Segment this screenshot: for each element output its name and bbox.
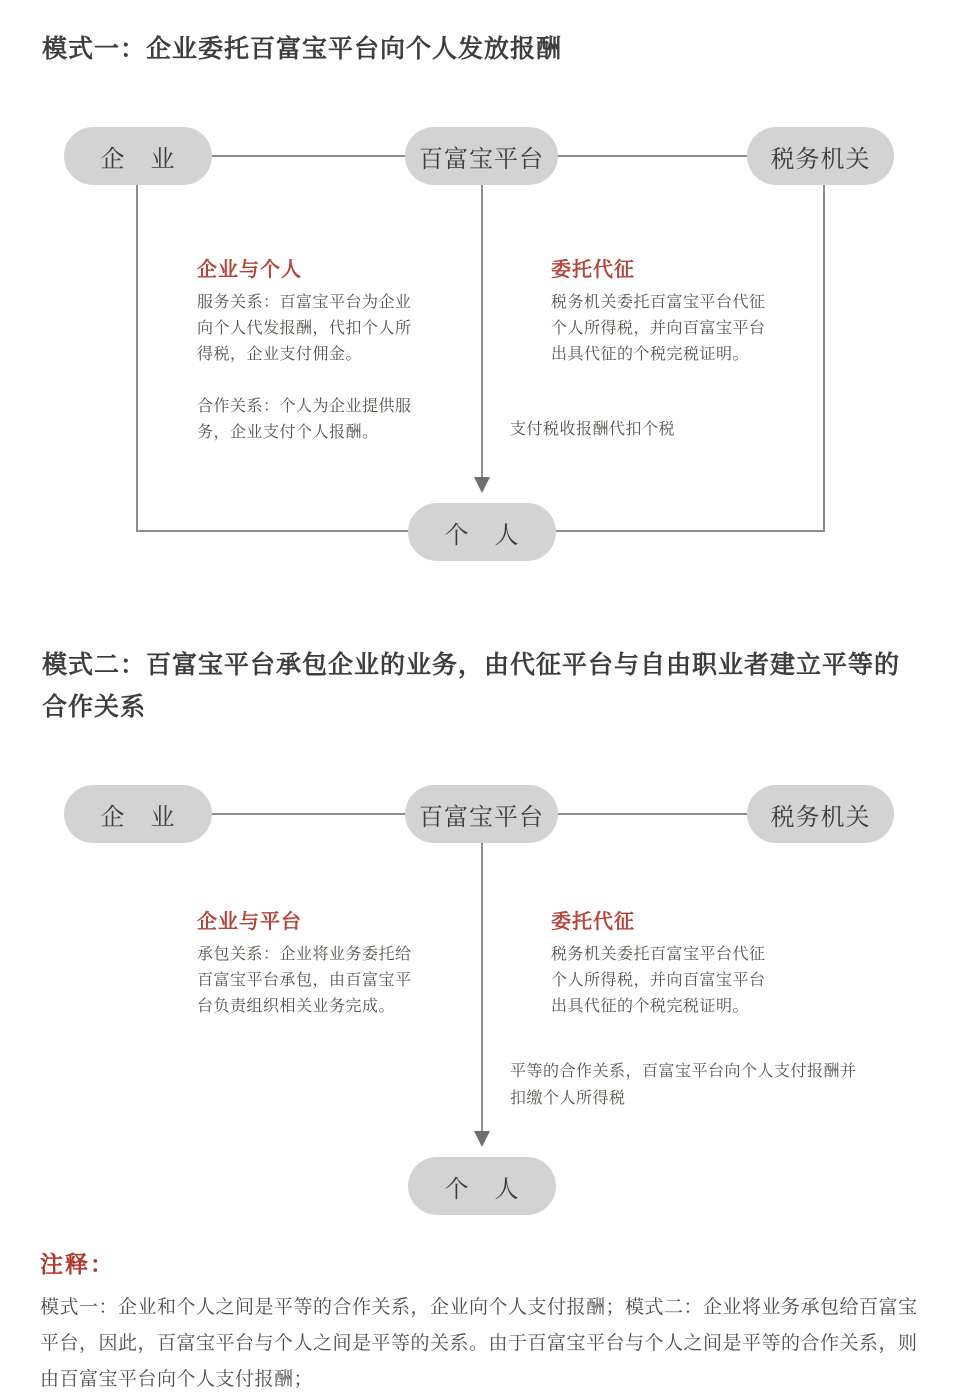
node-individual-2: 个 人	[408, 1157, 556, 1215]
model1-left-block-body	[197, 290, 425, 446]
node-individual: 个 人	[408, 503, 556, 561]
model2-right-block-body	[551, 942, 779, 1020]
notes-body: 模式一：企业和个人之间是平等的合作关系，企业向个人支付报酬；模式二：企业将业务承包给百富宝平台，因此，百富宝平台与个人之间是平等的关系。由于百富宝平台与个人之间是平等的合作关系，则由百富宝平台向个人支付报酬；	[40, 1297, 918, 1390]
model2-title: 模式二：百富宝平台承包企业的业务，由代征平台与自由职业者建立平等的合作关系	[42, 651, 901, 721]
edge-enterprise-platform	[212, 155, 406, 157]
node-enterprise-2: 企 业	[64, 785, 212, 843]
model1-title: 模式一：企业委托百富宝平台向个人发放报酬	[42, 35, 563, 63]
node-tax-authority-2: 税务机关	[747, 785, 894, 843]
model1-arrow-label: 支付税收报酬代扣个税	[510, 421, 676, 438]
node-platform-2: 百富宝平台	[405, 785, 558, 843]
edge-tax-individual	[556, 530, 825, 532]
model2-arrow-label: 平等的合作关系，百富宝平台向个人支付报酬并扣缴个人所得税	[510, 1063, 857, 1107]
model1-left-block-p1: 服务关系：百富宝平台为企业向个人代发报酬，代扣个人所得税，企业支付佣金。	[197, 294, 412, 363]
edge-enterprise-individual	[136, 530, 409, 532]
model2-left-block-header: 企业与平台	[197, 911, 302, 933]
model1-right-block-p1: 税务机关委托百富宝平台代征个人所得税，并向百富宝平台出具代征的个税完税证明。	[551, 294, 766, 363]
model1-right-block-header: 委托代征	[551, 259, 635, 281]
model2-left-block-p1: 承包关系：企业将业务委托给百富宝平台承包，由百富宝平台负责组织相关业务完成。	[197, 946, 412, 1015]
down-arrowhead-icon	[474, 477, 490, 493]
down-arrowhead-icon-2	[474, 1131, 490, 1147]
model1-left-block-p2: 合作关系：个人为企业提供服务，企业支付个人报酬。	[197, 398, 412, 441]
edge-platform-individual-2	[481, 843, 483, 1131]
notes-header: 注释：	[40, 1251, 115, 1277]
model1-left-block-header: 企业与个人	[197, 259, 302, 281]
model2-right-block-header: 委托代征	[551, 911, 635, 933]
model2-left-block-body	[197, 942, 425, 1020]
edge-platform-tax-2	[557, 813, 748, 815]
edge-enterprise-platform-2	[212, 813, 406, 815]
edge-enterprise-down	[136, 185, 138, 532]
model1-right-block-body	[551, 290, 779, 368]
node-enterprise: 企 业	[64, 127, 212, 185]
edge-tax-down	[823, 185, 825, 532]
edge-platform-tax	[557, 155, 748, 157]
model2-right-block-p1: 税务机关委托百富宝平台代征个人所得税，并向百富宝平台出具代征的个税完税证明。	[551, 946, 766, 1015]
edge-platform-individual	[481, 185, 483, 477]
node-platform: 百富宝平台	[405, 127, 558, 185]
node-tax-authority: 税务机关	[747, 127, 894, 185]
